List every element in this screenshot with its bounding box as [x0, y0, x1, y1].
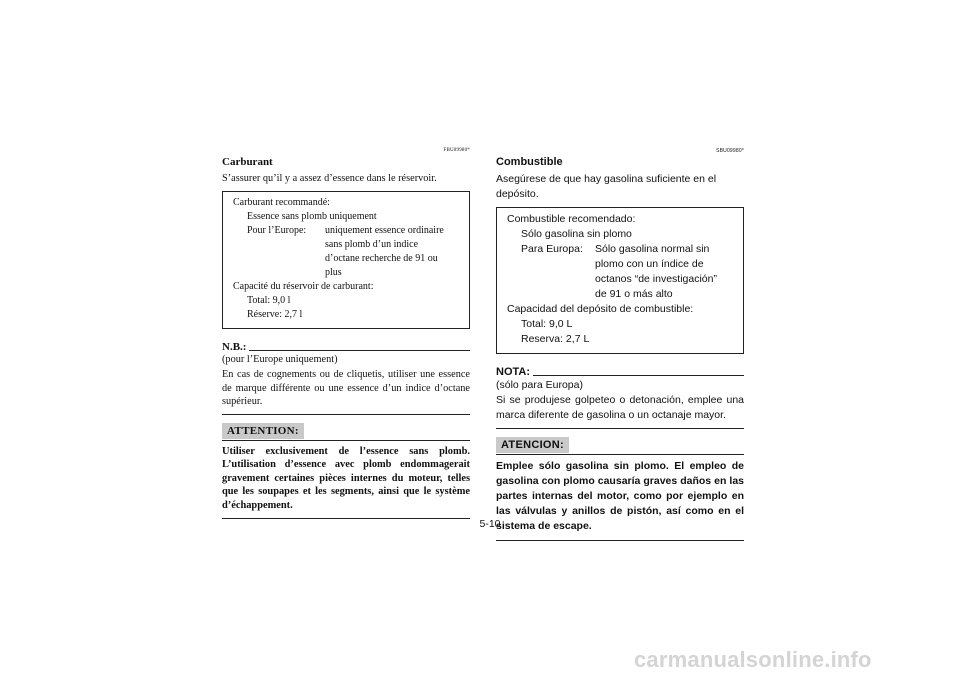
french-column: [222, 148, 470, 519]
section-code: FBU09980*: [443, 148, 470, 153]
warning-heading: [222, 423, 470, 441]
europe-value-line: plomo con un índice de: [595, 258, 704, 270]
note-text: Si se produjese golpeteo o detonación, emplee una marca diferente de gasolina o un octanaje mayor.: [496, 394, 744, 421]
watermark: carmanualsonline.info: [634, 647, 872, 672]
europe-label: Pour l’Europe:: [247, 224, 307, 236]
europe-value-line: sans plomb d’un indice: [325, 238, 419, 250]
europe-value: [325, 224, 444, 280]
capacity-reserve: Réserve: 2,7 l: [247, 308, 303, 320]
note-heading: [222, 341, 470, 353]
intro-text: S’assurer qu’il y a assez d’essence dans le réservoir.: [222, 173, 437, 184]
capacity-label: Capacidad del depósito de combustible:: [507, 303, 694, 315]
note-rule: [249, 350, 470, 351]
europe-value-line: uniquement essence ordinaire: [325, 224, 444, 236]
note-text: En cas de cognements ou de cliquetis, utiliser une essence de marque différente ou une essence d’un indice d’octane supérieur.: [222, 369, 470, 407]
recommended-value: Essence sans plomb uniquement: [247, 210, 377, 222]
capacity-total: Total: 9,0 L: [521, 318, 573, 330]
fuel-spec-box: [222, 191, 470, 329]
fuel-spec-box: [496, 207, 744, 354]
warning-end-rule: [496, 540, 744, 541]
europe-value-line: plus: [325, 266, 342, 278]
capacity-total: Total: 9,0 l: [247, 294, 291, 306]
europe-value-line: octanos “de investigación”: [595, 273, 717, 285]
note-end-rule: [496, 428, 744, 429]
note-scope: (pour l’Europe uniquement): [222, 353, 338, 365]
note-label: NOTA:: [496, 366, 531, 378]
note-heading: [496, 366, 744, 378]
warning-text: Utiliser exclusivement de l’essence sans plomb. L’utilisation d’essence avec plomb endommagerait gravement certaines pièces internes du moteur, telles que les soupapes et les segments, ainsi que le système d’échappement.: [222, 445, 470, 511]
spanish-column: [496, 148, 744, 541]
section-code: SBU09980*: [716, 148, 744, 154]
europe-value: [595, 242, 717, 302]
europe-value-line: d’octane recherche de 91 ou: [325, 252, 438, 264]
capacity-reserve: Reserva: 2,7 L: [521, 333, 590, 345]
warning-text: Emplee sólo gasolina sin plomo. El empleo de gasolina con plomo causaría graves daños en las partes internas del motor, como por ejemplo en las válvulas y anillos de pistón, así como en el sistema de escape.: [496, 460, 744, 532]
recommended-value: Sólo gasolina sin plomo: [521, 228, 632, 240]
europe-value-line: Sólo gasolina normal sin: [595, 243, 710, 255]
warning-label: ATTENTION:: [222, 423, 304, 439]
warning-label: ATENCION:: [496, 437, 569, 453]
europe-row: [507, 242, 733, 302]
warning-end-rule: [222, 518, 470, 519]
europe-label: Para Europa:: [521, 243, 583, 255]
warning-heading: [496, 437, 744, 455]
note-end-rule: [222, 414, 470, 415]
intro-text: Asegúrese de que hay gasolina suficiente en el depósito.: [496, 173, 717, 200]
recommended-label: Carburant recommandé:: [233, 196, 330, 208]
europe-row: [233, 224, 459, 280]
note-scope: (sólo para Europa): [496, 379, 583, 391]
page-number: 5-10: [479, 518, 501, 530]
note-label: N.B.:: [222, 340, 247, 353]
section-title: Carburant: [222, 156, 273, 168]
section-title: Combustible: [496, 156, 563, 168]
note-rule: [533, 375, 744, 376]
recommended-label: Combustible recomendado:: [507, 213, 636, 225]
capacity-label: Capacité du réservoir de carburant:: [233, 280, 374, 292]
europe-value-line: de 91 o más alto: [595, 288, 673, 300]
